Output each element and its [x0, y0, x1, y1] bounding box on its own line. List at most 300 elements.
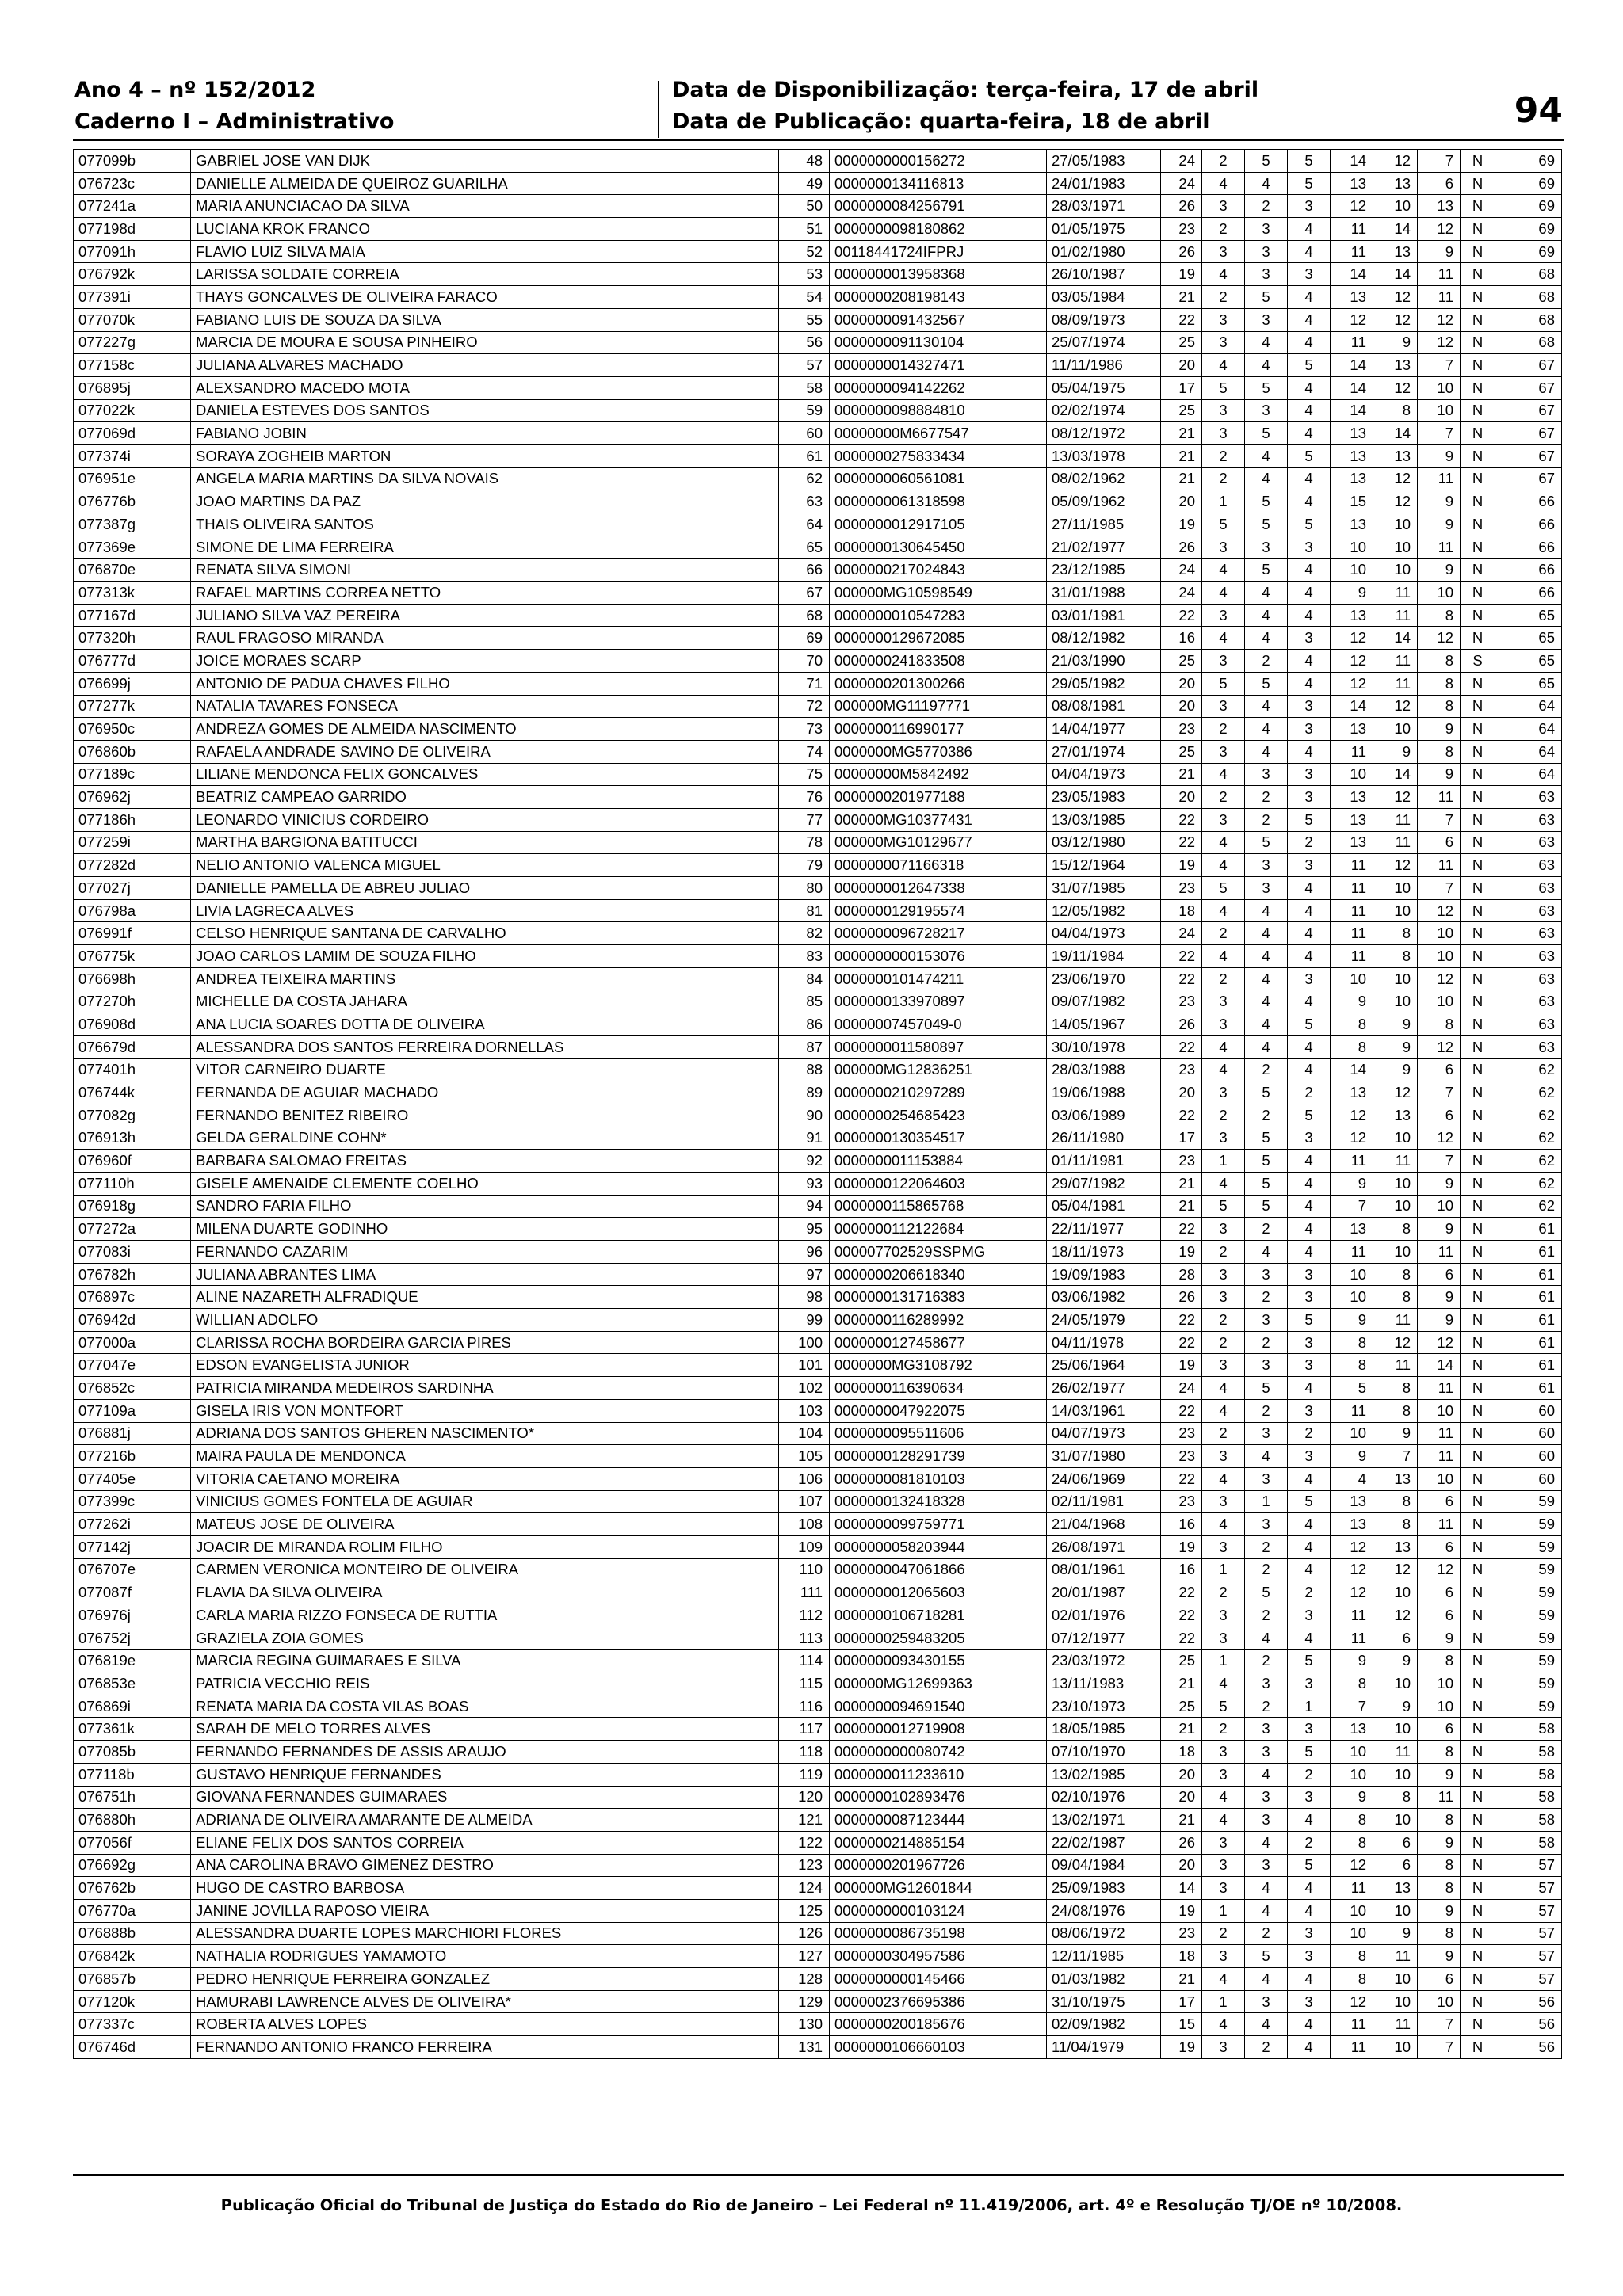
cell-score-c: 4: [1245, 354, 1288, 377]
cell-score-g: 12: [1418, 218, 1461, 241]
cell-rank: 49: [779, 172, 830, 195]
cell-score-g: 10: [1418, 1695, 1461, 1718]
table-row: [74, 740, 1562, 763]
cell-birth-date: 21/02/1977: [1047, 536, 1161, 559]
cell-rank: 76: [779, 786, 830, 809]
cell-score-f: 9: [1373, 740, 1418, 763]
cell-document-id: 0000000241833508: [830, 650, 1047, 673]
cell-birth-date: 28/03/1988: [1047, 1058, 1161, 1081]
cell-score-g: 10: [1418, 990, 1461, 1013]
cell-score-d: 4: [1288, 240, 1331, 263]
cell-score-c: 4: [1245, 627, 1288, 650]
cell-score-g: 10: [1418, 1467, 1461, 1490]
cell-score-d: 4: [1288, 1150, 1331, 1173]
cell-registration: 076751h: [74, 1786, 191, 1809]
cell-document-id: 0000000115865768: [830, 1195, 1047, 1218]
cell-score-c: 3: [1245, 308, 1288, 331]
cell-total: 65: [1495, 650, 1562, 673]
cell-score-g: 6: [1418, 1968, 1461, 1991]
table-row: [74, 1650, 1562, 1672]
cell-score-d: 4: [1288, 2013, 1331, 2036]
cell-flag: N: [1461, 1241, 1495, 1264]
cell-score-c: 4: [1245, 172, 1288, 195]
cell-total: 67: [1495, 467, 1562, 490]
cell-score-c: 3: [1245, 1513, 1288, 1536]
cell-score-g: 11: [1418, 1377, 1461, 1400]
cell-flag: N: [1461, 286, 1495, 309]
cell-rank: 116: [779, 1695, 830, 1718]
cell-name: BEATRIZ CAMPEAO GARRIDO: [191, 786, 779, 809]
cell-score-e: 9: [1331, 582, 1373, 605]
cell-score-c: 4: [1245, 718, 1288, 741]
cell-score-g: 8: [1418, 650, 1461, 673]
cell-flag: N: [1461, 967, 1495, 990]
cell-rank: 69: [779, 627, 830, 650]
cell-name: CARLA MARIA RIZZO FONSECA DE RUTTIA: [191, 1604, 779, 1627]
cell-score-d: 4: [1288, 922, 1331, 945]
cell-flag: N: [1461, 763, 1495, 786]
cell-flag: N: [1461, 831, 1495, 854]
cell-total: 59: [1495, 1558, 1562, 1581]
cell-birth-date: 27/01/1974: [1047, 740, 1161, 763]
cell-score-g: 6: [1418, 1718, 1461, 1741]
cell-total: 63: [1495, 854, 1562, 877]
cell-score-f: 9: [1373, 1035, 1418, 1058]
cell-rank: 115: [779, 1672, 830, 1695]
cell-score-c: 4: [1245, 945, 1288, 968]
cell-score-g: 11: [1418, 1513, 1461, 1536]
cell-rank: 66: [779, 559, 830, 582]
cell-registration: 076853e: [74, 1672, 191, 1695]
cell-birth-date: 25/06/1964: [1047, 1354, 1161, 1377]
cell-name: JOAO CARLOS LAMIM DE SOUZA FILHO: [191, 945, 779, 968]
cell-score-d: 3: [1288, 1354, 1331, 1377]
cell-total: 62: [1495, 1104, 1562, 1127]
cell-score-a: 22: [1161, 808, 1202, 831]
cell-score-b: 2: [1202, 1309, 1245, 1332]
cell-score-a: 21: [1161, 444, 1202, 467]
cell-score-f: 10: [1373, 1172, 1418, 1195]
cell-flag: N: [1461, 1786, 1495, 1809]
cell-name: LIVIA LAGRECA ALVES: [191, 899, 779, 922]
table-row: [74, 490, 1562, 513]
cell-score-b: 4: [1202, 831, 1245, 854]
cell-score-e: 12: [1331, 1990, 1373, 2013]
cell-birth-date: 04/04/1973: [1047, 763, 1161, 786]
cell-score-g: 13: [1418, 195, 1461, 218]
cell-name: ALESSANDRA DUARTE LOPES MARCHIORI FLORES: [191, 1922, 779, 1945]
cell-document-id: 0000000013958368: [830, 263, 1047, 286]
cell-score-d: 5: [1288, 354, 1331, 377]
cell-total: 63: [1495, 786, 1562, 809]
cell-document-id: 0000000091130104: [830, 331, 1047, 354]
cell-score-e: 11: [1331, 1877, 1373, 1900]
table-row: [74, 1490, 1562, 1513]
cell-score-a: 23: [1161, 877, 1202, 900]
cell-document-id: 0000000130645450: [830, 536, 1047, 559]
cell-registration: 077158c: [74, 354, 191, 377]
cell-name: MATEUS JOSE DE OLIVEIRA: [191, 1513, 779, 1536]
cell-score-d: 4: [1288, 559, 1331, 582]
cell-rank: 110: [779, 1558, 830, 1581]
cell-rank: 126: [779, 1922, 830, 1945]
cell-total: 57: [1495, 1899, 1562, 1922]
cell-score-f: 10: [1373, 1899, 1418, 1922]
cell-birth-date: 21/03/1990: [1047, 650, 1161, 673]
cell-birth-date: 12/11/1985: [1047, 1945, 1161, 1968]
cell-score-b: 3: [1202, 1831, 1245, 1854]
cell-total: 63: [1495, 877, 1562, 900]
cell-score-g: 12: [1418, 967, 1461, 990]
cell-score-d: 4: [1288, 1035, 1331, 1058]
cell-flag: N: [1461, 172, 1495, 195]
cell-rank: 70: [779, 650, 830, 673]
cell-rank: 84: [779, 967, 830, 990]
cell-score-d: 3: [1288, 1922, 1331, 1945]
cell-document-id: 0000000011153884: [830, 1150, 1047, 1173]
cell-total: 62: [1495, 1195, 1562, 1218]
cell-rank: 105: [779, 1445, 830, 1468]
cell-score-c: 2: [1245, 1286, 1288, 1309]
cell-score-e: 13: [1331, 786, 1373, 809]
cell-total: 62: [1495, 1081, 1562, 1104]
cell-score-f: 10: [1373, 718, 1418, 741]
cell-birth-date: 13/02/1985: [1047, 1763, 1161, 1786]
cell-score-c: 2: [1245, 1331, 1288, 1354]
cell-score-c: 5: [1245, 1945, 1288, 1968]
cell-score-d: 3: [1288, 627, 1331, 650]
cell-score-f: 8: [1373, 1786, 1418, 1809]
cell-flag: N: [1461, 536, 1495, 559]
cell-score-f: 11: [1373, 650, 1418, 673]
cell-registration: 077313k: [74, 582, 191, 605]
cell-score-f: 14: [1373, 263, 1418, 286]
cell-score-c: 5: [1245, 559, 1288, 582]
cell-score-f: 10: [1373, 990, 1418, 1013]
cell-total: 61: [1495, 1309, 1562, 1332]
cell-total: 68: [1495, 331, 1562, 354]
cell-score-c: 5: [1245, 1195, 1288, 1218]
cell-registration: 077189c: [74, 763, 191, 786]
cell-registration: 076918g: [74, 1195, 191, 1218]
cell-score-f: 11: [1373, 1309, 1418, 1332]
cell-score-b: 4: [1202, 1968, 1245, 1991]
cell-score-a: 28: [1161, 1263, 1202, 1286]
cell-document-id: 0000000081810103: [830, 1467, 1047, 1490]
header-divider: [658, 81, 659, 138]
table-row: [74, 467, 1562, 490]
cell-total: 63: [1495, 808, 1562, 831]
cell-score-c: 3: [1245, 1422, 1288, 1445]
cell-name: ALINE NAZARETH ALFRADIQUE: [191, 1286, 779, 1309]
cell-score-g: 12: [1418, 1127, 1461, 1150]
cell-name: GISELE AMENAIDE CLEMENTE COELHO: [191, 1172, 779, 1195]
cell-score-d: 3: [1288, 1945, 1331, 1968]
cell-score-g: 9: [1418, 444, 1461, 467]
cell-score-b: 3: [1202, 536, 1245, 559]
cell-score-g: 12: [1418, 331, 1461, 354]
cell-score-g: 10: [1418, 922, 1461, 945]
cell-score-a: 19: [1161, 1899, 1202, 1922]
cell-flag: N: [1461, 1672, 1495, 1695]
cell-rank: 51: [779, 218, 830, 241]
cell-name: GRAZIELA ZOIA GOMES: [191, 1627, 779, 1650]
cell-registration: 076950c: [74, 718, 191, 741]
cell-score-d: 4: [1288, 422, 1331, 445]
cell-score-b: 2: [1202, 1581, 1245, 1604]
cell-rank: 89: [779, 1081, 830, 1104]
cell-document-id: 0000000084256791: [830, 195, 1047, 218]
cell-birth-date: 13/03/1978: [1047, 444, 1161, 467]
cell-name: VITOR CARNEIRO DUARTE: [191, 1058, 779, 1081]
cell-score-e: 14: [1331, 263, 1373, 286]
cell-total: 59: [1495, 1604, 1562, 1627]
cell-score-a: 14: [1161, 1877, 1202, 1900]
cell-score-d: 4: [1288, 399, 1331, 422]
cell-score-d: 5: [1288, 1741, 1331, 1764]
cell-birth-date: 18/11/1973: [1047, 1241, 1161, 1264]
cell-registration: 077099b: [74, 150, 191, 173]
cell-score-a: 23: [1161, 1422, 1202, 1445]
table-row: [74, 1990, 1562, 2013]
cell-score-a: 25: [1161, 1650, 1202, 1672]
cell-birth-date: 03/01/1981: [1047, 604, 1161, 627]
cell-document-id: 0000000214885154: [830, 1831, 1047, 1854]
cell-score-c: 3: [1245, 877, 1288, 900]
cell-score-c: 1: [1245, 1490, 1288, 1513]
cell-flag: N: [1461, 672, 1495, 695]
cell-score-c: 2: [1245, 2036, 1288, 2059]
cell-score-c: 4: [1245, 582, 1288, 605]
cell-registration: 077272a: [74, 1218, 191, 1241]
cell-score-e: 12: [1331, 195, 1373, 218]
cell-score-g: 10: [1418, 945, 1461, 968]
cell-score-g: 6: [1418, 172, 1461, 195]
cell-registration: 077120k: [74, 1990, 191, 2013]
cell-score-c: 3: [1245, 240, 1288, 263]
cell-document-id: 0000000071166318: [830, 854, 1047, 877]
cell-total: 58: [1495, 1831, 1562, 1854]
cell-birth-date: 26/10/1987: [1047, 263, 1161, 286]
cell-score-g: 6: [1418, 1490, 1461, 1513]
cell-document-id: 0000000094142262: [830, 376, 1047, 399]
cell-name: MARCIA DE MOURA E SOUSA PINHEIRO: [191, 331, 779, 354]
cell-document-id: 0000000012719908: [830, 1718, 1047, 1741]
cell-total: 69: [1495, 172, 1562, 195]
cell-score-f: 13: [1373, 172, 1418, 195]
cell-score-b: 5: [1202, 877, 1245, 900]
cell-rank: 88: [779, 1058, 830, 1081]
table-row: [74, 1377, 1562, 1400]
cell-score-g: 6: [1418, 1604, 1461, 1627]
cell-rank: 74: [779, 740, 830, 763]
cell-flag: N: [1461, 1035, 1495, 1058]
cell-total: 57: [1495, 1945, 1562, 1968]
cell-score-c: 5: [1245, 672, 1288, 695]
cell-score-g: 8: [1418, 1809, 1461, 1832]
cell-score-g: 11: [1418, 536, 1461, 559]
cell-score-d: 4: [1288, 1877, 1331, 1900]
cell-rank: 80: [779, 877, 830, 900]
cell-total: 57: [1495, 1854, 1562, 1877]
cell-flag: N: [1461, 1741, 1495, 1764]
cell-score-d: 3: [1288, 1718, 1331, 1741]
cell-name: JANINE JOVILLA RAPOSO VIEIRA: [191, 1899, 779, 1922]
cell-registration: 077022k: [74, 399, 191, 422]
cell-flag: N: [1461, 1422, 1495, 1445]
cell-score-e: 11: [1331, 331, 1373, 354]
cell-score-b: 3: [1202, 331, 1245, 354]
cell-score-d: 5: [1288, 1309, 1331, 1332]
cell-birth-date: 24/06/1969: [1047, 1467, 1161, 1490]
cell-score-a: 26: [1161, 1286, 1202, 1309]
cell-rank: 131: [779, 2036, 830, 2059]
cell-score-d: 4: [1288, 2036, 1331, 2059]
cell-score-b: 4: [1202, 559, 1245, 582]
cell-score-g: 12: [1418, 1331, 1461, 1354]
cell-score-d: 4: [1288, 899, 1331, 922]
cell-rank: 53: [779, 263, 830, 286]
cell-score-b: 2: [1202, 150, 1245, 173]
cell-score-g: 8: [1418, 672, 1461, 695]
cell-name: HAMURABI LAWRENCE ALVES DE OLIVEIRA*: [191, 1990, 779, 2013]
cell-rank: 123: [779, 1854, 830, 1877]
cell-document-id: 0000000012917105: [830, 513, 1047, 536]
cell-score-f: 14: [1373, 422, 1418, 445]
cell-score-b: 4: [1202, 1809, 1245, 1832]
cell-total: 59: [1495, 1535, 1562, 1558]
cell-flag: N: [1461, 1990, 1495, 2013]
cell-name: DANIELA ESTEVES DOS SANTOS: [191, 399, 779, 422]
cell-name: RAFAEL MARTINS CORREA NETTO: [191, 582, 779, 605]
cell-score-c: 4: [1245, 967, 1288, 990]
cell-score-d: 4: [1288, 1241, 1331, 1264]
cell-score-b: 3: [1202, 1535, 1245, 1558]
cell-score-d: 5: [1288, 1650, 1331, 1672]
results-table: [73, 149, 1562, 2059]
cell-score-b: 4: [1202, 627, 1245, 650]
cell-name: GISELA IRIS VON MONTFORT: [191, 1399, 779, 1422]
cell-score-a: 21: [1161, 763, 1202, 786]
cell-score-f: 12: [1373, 1331, 1418, 1354]
cell-score-a: 16: [1161, 1513, 1202, 1536]
cell-registration: 076842k: [74, 1945, 191, 1968]
cell-flag: N: [1461, 1513, 1495, 1536]
cell-total: 62: [1495, 1127, 1562, 1150]
cell-score-e: 10: [1331, 536, 1373, 559]
cell-score-f: 10: [1373, 559, 1418, 582]
cell-score-a: 20: [1161, 1786, 1202, 1809]
cell-score-d: 4: [1288, 877, 1331, 900]
cell-score-e: 10: [1331, 1286, 1373, 1309]
table-row: [74, 1013, 1562, 1036]
cell-registration: 077259i: [74, 831, 191, 854]
cell-score-f: 12: [1373, 308, 1418, 331]
cell-name: NELIO ANTONIO VALENCA MIGUEL: [191, 854, 779, 877]
cell-score-d: 4: [1288, 1968, 1331, 1991]
cell-score-c: 5: [1245, 286, 1288, 309]
cell-score-g: 8: [1418, 695, 1461, 718]
cell-score-b: 4: [1202, 854, 1245, 877]
cell-total: 69: [1495, 218, 1562, 241]
cell-score-g: 7: [1418, 808, 1461, 831]
cell-rank: 82: [779, 922, 830, 945]
cell-document-id: 0000000093430155: [830, 1650, 1047, 1672]
cell-score-c: 3: [1245, 1309, 1288, 1332]
cell-name: GABRIEL JOSE VAN DIJK: [191, 150, 779, 173]
cell-score-a: 22: [1161, 1581, 1202, 1604]
cell-total: 56: [1495, 1990, 1562, 2013]
cell-score-e: 12: [1331, 1127, 1373, 1150]
cell-score-g: 7: [1418, 877, 1461, 900]
cell-document-id: 0000000201967726: [830, 1854, 1047, 1877]
cell-score-f: 13: [1373, 1467, 1418, 1490]
cell-flag: N: [1461, 1968, 1495, 1991]
cell-score-f: 11: [1373, 604, 1418, 627]
cell-score-f: 8: [1373, 1377, 1418, 1400]
cell-flag: N: [1461, 2013, 1495, 2036]
cell-rank: 114: [779, 1650, 830, 1672]
cell-score-a: 24: [1161, 172, 1202, 195]
cell-score-b: 4: [1202, 1172, 1245, 1195]
cell-document-id: 0000000096728217: [830, 922, 1047, 945]
cell-score-d: 3: [1288, 1990, 1331, 2013]
cell-total: 67: [1495, 444, 1562, 467]
cell-document-id: 0000000259483205: [830, 1627, 1047, 1650]
cell-score-a: 20: [1161, 672, 1202, 695]
cell-document-id: 0000000101474211: [830, 967, 1047, 990]
cell-score-b: 5: [1202, 1695, 1245, 1718]
cell-score-e: 13: [1331, 513, 1373, 536]
cell-document-id: 0000000MG3108792: [830, 1354, 1047, 1377]
cell-rank: 124: [779, 1877, 830, 1900]
cell-score-a: 23: [1161, 1490, 1202, 1513]
table-row: [74, 1150, 1562, 1173]
cell-flag: N: [1461, 1354, 1495, 1377]
cell-score-d: 3: [1288, 263, 1331, 286]
cell-rank: 60: [779, 422, 830, 445]
cell-name: ROBERTA ALVES LOPES: [191, 2013, 779, 2036]
cell-rank: 98: [779, 1286, 830, 1309]
cell-score-f: 13: [1373, 1104, 1418, 1127]
table-row: [74, 1763, 1562, 1786]
cell-registration: 076770a: [74, 1899, 191, 1922]
cell-birth-date: 11/04/1979: [1047, 2036, 1161, 2059]
table-row: [74, 513, 1562, 536]
table-row: [74, 172, 1562, 195]
cell-score-f: 8: [1373, 1286, 1418, 1309]
cell-birth-date: 13/11/1983: [1047, 1672, 1161, 1695]
table-row: [74, 786, 1562, 809]
cell-registration: 076869i: [74, 1695, 191, 1718]
cell-flag: N: [1461, 945, 1495, 968]
cell-score-g: 6: [1418, 1058, 1461, 1081]
cell-document-id: 0000000000153076: [830, 945, 1047, 968]
cell-total: 61: [1495, 1218, 1562, 1241]
cell-registration: 076897c: [74, 1286, 191, 1309]
cell-rank: 92: [779, 1150, 830, 1173]
cell-score-f: 8: [1373, 1513, 1418, 1536]
cell-score-a: 22: [1161, 1035, 1202, 1058]
cell-flag: N: [1461, 854, 1495, 877]
table-row: [74, 195, 1562, 218]
cell-score-a: 24: [1161, 150, 1202, 173]
cell-total: 68: [1495, 263, 1562, 286]
cell-score-a: 23: [1161, 718, 1202, 741]
cell-rank: 104: [779, 1422, 830, 1445]
cell-score-b: 3: [1202, 1013, 1245, 1036]
cell-birth-date: 24/08/1976: [1047, 1899, 1161, 1922]
